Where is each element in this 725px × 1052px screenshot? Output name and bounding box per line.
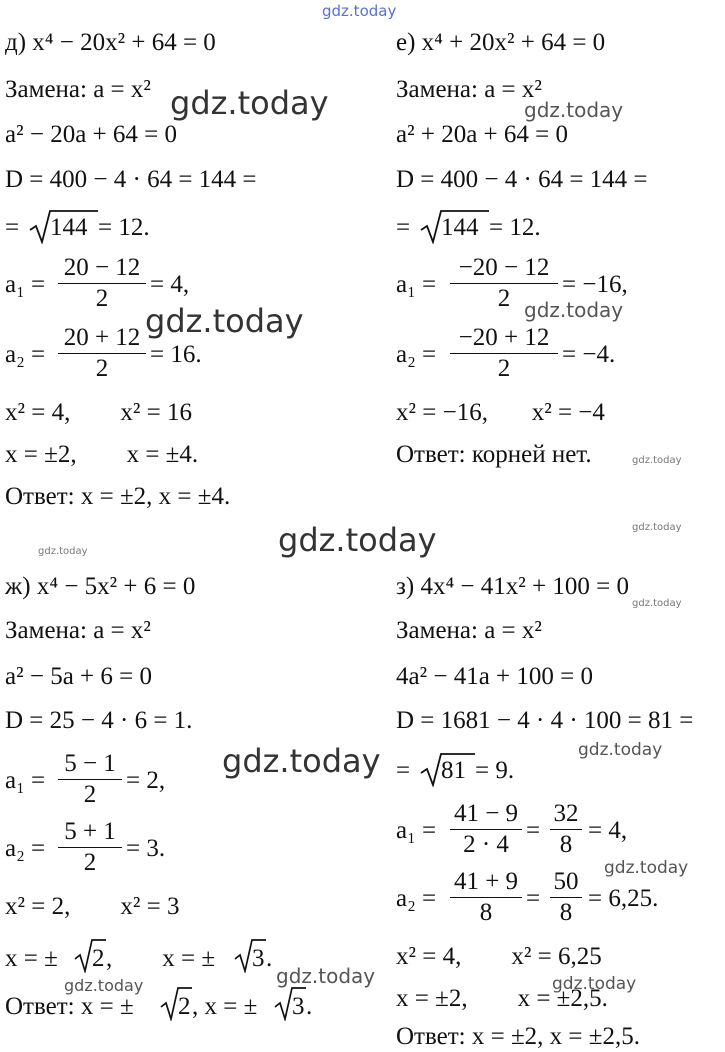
fraction-bar (58, 283, 146, 284)
watermark: gdz.today (524, 98, 624, 122)
root-radicand: 81 (441, 757, 466, 784)
problem-z-title: з) 4x⁴ − 41x² + 100 = 0 (396, 573, 629, 600)
problem-d-answer: Ответ: x = ±2, x = ±4. (5, 483, 231, 510)
fraction-denominator: 2 · 4 (463, 831, 509, 858)
problem-e-answer: Ответ: корней нет. (396, 441, 592, 468)
fraction-denominator: 8 (479, 899, 493, 926)
fraction-denominator: 2 (95, 355, 109, 382)
problem-z-x2-line: x² = 4, x² = 6,25 (396, 943, 602, 970)
root-radicand: 144 (50, 214, 88, 241)
answer-end: . (306, 993, 313, 1020)
a1-result: = 4, (588, 817, 628, 844)
problem-e-x2-line: x² = −16, x² = −4 (396, 399, 605, 426)
watermark: gdz.today (278, 521, 437, 559)
problem-zh-discriminant: D = 25 − 4 · 6 = 1. (5, 707, 193, 734)
fraction-numerator: −20 + 12 (458, 324, 550, 351)
watermark: gdz.today (222, 742, 381, 780)
problem-d-x-line: x = ±2, x = ±4. (5, 441, 199, 468)
watermark: gdz.today (632, 598, 682, 609)
root-result: = 12. (98, 214, 150, 241)
root-eq-sign: = (396, 757, 411, 784)
watermark-top: gdz.today (322, 2, 397, 20)
watermark: gdz.today (145, 302, 304, 340)
fraction-numerator: 41 + 9 (453, 868, 519, 895)
fraction-numerator: 50 (553, 868, 579, 895)
a1-fraction-simplified (550, 800, 582, 859)
radicand: 3 (292, 993, 305, 1020)
a1-fraction (450, 800, 522, 859)
fraction-denominator: 8 (559, 831, 573, 858)
fraction-numerator: 32 (553, 800, 579, 827)
root-eq-sign: = (396, 214, 411, 241)
fraction-bar (550, 897, 582, 898)
fraction-numerator: 20 + 12 (63, 324, 141, 351)
fraction-denominator: 2 (95, 285, 109, 312)
a1-result: = 2, (126, 767, 166, 794)
fraction-bar (450, 897, 522, 898)
a2-fraction-simplified (550, 868, 582, 927)
watermark: gdz.today (552, 974, 637, 994)
problem-d-x2-line: x² = 4, x² = 16 (5, 399, 192, 426)
watermark: gdz.today (632, 455, 682, 466)
fraction-denominator: 2 (83, 849, 97, 876)
problem-e-equation: a² + 20a + 64 = 0 (396, 121, 568, 148)
fraction-denominator: 2 (497, 355, 511, 382)
problem-d-substitution: Замена: a = x² (5, 76, 151, 103)
a2-result: = 6,25. (588, 885, 659, 912)
a2-fraction (450, 324, 558, 383)
watermark: gdz.today (64, 976, 144, 995)
watermark: gdz.today (632, 522, 682, 533)
watermark: gdz.today (524, 298, 624, 322)
a1-result: = −16, (562, 271, 628, 298)
problem-zh-equation: a² − 5a + 6 = 0 (5, 663, 152, 690)
problem-z-equation: 4a² − 41a + 100 = 0 (396, 663, 593, 690)
watermark: gdz.today (604, 858, 689, 878)
watermark: gdz.today (276, 964, 376, 988)
a1-label: a₁ = (5, 271, 46, 298)
problem-e-discriminant: D = 400 − 4 · 64 = 144 = (396, 166, 648, 193)
problem-z-substitution: Замена: a = x² (396, 617, 542, 644)
fraction-bar (58, 847, 122, 848)
a1-fraction (58, 254, 146, 313)
x-line-start: x = ± (5, 945, 58, 972)
radicand: 2 (178, 993, 191, 1020)
watermark: gdz.today (170, 84, 329, 122)
a1-result: = 4, (150, 271, 190, 298)
a1-fraction (58, 750, 122, 809)
root-result: = 12. (489, 214, 541, 241)
fraction-numerator: 5 + 1 (64, 818, 116, 845)
problem-z-x-line: x = ±2, x = ±2,5. (396, 985, 608, 1012)
root-eq-sign: = (5, 214, 20, 241)
root-result: = 9. (475, 757, 515, 784)
fraction-bar (450, 353, 558, 354)
radicand: 3 (252, 945, 265, 972)
a2-label: a₂ = (5, 835, 46, 862)
a2-result: = 3. (126, 835, 166, 862)
fraction-bar (58, 779, 122, 780)
problem-d-title: д) x⁴ − 20x² + 64 = 0 (5, 29, 216, 56)
a2-label: a₂ = (5, 341, 46, 368)
x-line-middle: , x = ± (106, 945, 216, 972)
radicand: 2 (92, 945, 105, 972)
a2-label: a₂ = (396, 341, 437, 368)
problem-d-discriminant: D = 400 − 4 · 64 = 144 = (5, 166, 257, 193)
fraction-denominator: 2 (497, 285, 511, 312)
fraction-numerator: 20 − 12 (63, 254, 141, 281)
equals-sign: = (526, 885, 541, 912)
fraction-bar (550, 829, 582, 830)
a2-fraction (450, 868, 522, 927)
fraction-denominator: 2 (83, 781, 97, 808)
answer-middle: , x = ± (192, 993, 258, 1020)
fraction-bar (450, 283, 558, 284)
fraction-numerator: 41 − 9 (453, 800, 519, 827)
x-line-end: . (266, 945, 273, 972)
fraction-numerator: −20 − 12 (458, 254, 550, 281)
a1-label: a₁ = (396, 817, 437, 844)
answer-start: Ответ: x = ± (5, 993, 134, 1020)
problem-zh-x2-line: x² = 2, x² = 3 (5, 893, 180, 920)
watermark: gdz.today (38, 546, 88, 557)
problem-z-discriminant: D = 1681 − 4 · 4 · 100 = 81 = (396, 707, 694, 734)
problem-zh-title: ж) x⁴ − 5x² + 6 = 0 (5, 573, 196, 600)
fraction-bar (58, 353, 146, 354)
a1-label: a₁ = (396, 271, 437, 298)
problem-zh-substitution: Замена: a = x² (5, 617, 151, 644)
a2-label: a₂ = (396, 885, 437, 912)
fraction-denominator: 8 (559, 899, 573, 926)
a2-result: = 16. (150, 341, 202, 368)
watermark: gdz.today (578, 740, 663, 760)
equals-sign: = (526, 817, 541, 844)
problem-e-substitution: Замена: a = x² (396, 76, 542, 103)
a1-label: a₁ = (5, 767, 46, 794)
fraction-bar (450, 829, 522, 830)
a2-result: = −4. (562, 341, 616, 368)
a2-fraction (58, 818, 122, 877)
problem-z-answer: Ответ: x = ±2, x = ±2,5. (396, 1023, 640, 1050)
a2-fraction (58, 324, 146, 383)
problem-e-title: е) x⁴ + 20x² + 64 = 0 (396, 29, 606, 56)
problem-d-equation: a² − 20a + 64 = 0 (5, 121, 177, 148)
root-radicand: 144 (441, 214, 479, 241)
fraction-numerator: 5 − 1 (64, 750, 116, 777)
